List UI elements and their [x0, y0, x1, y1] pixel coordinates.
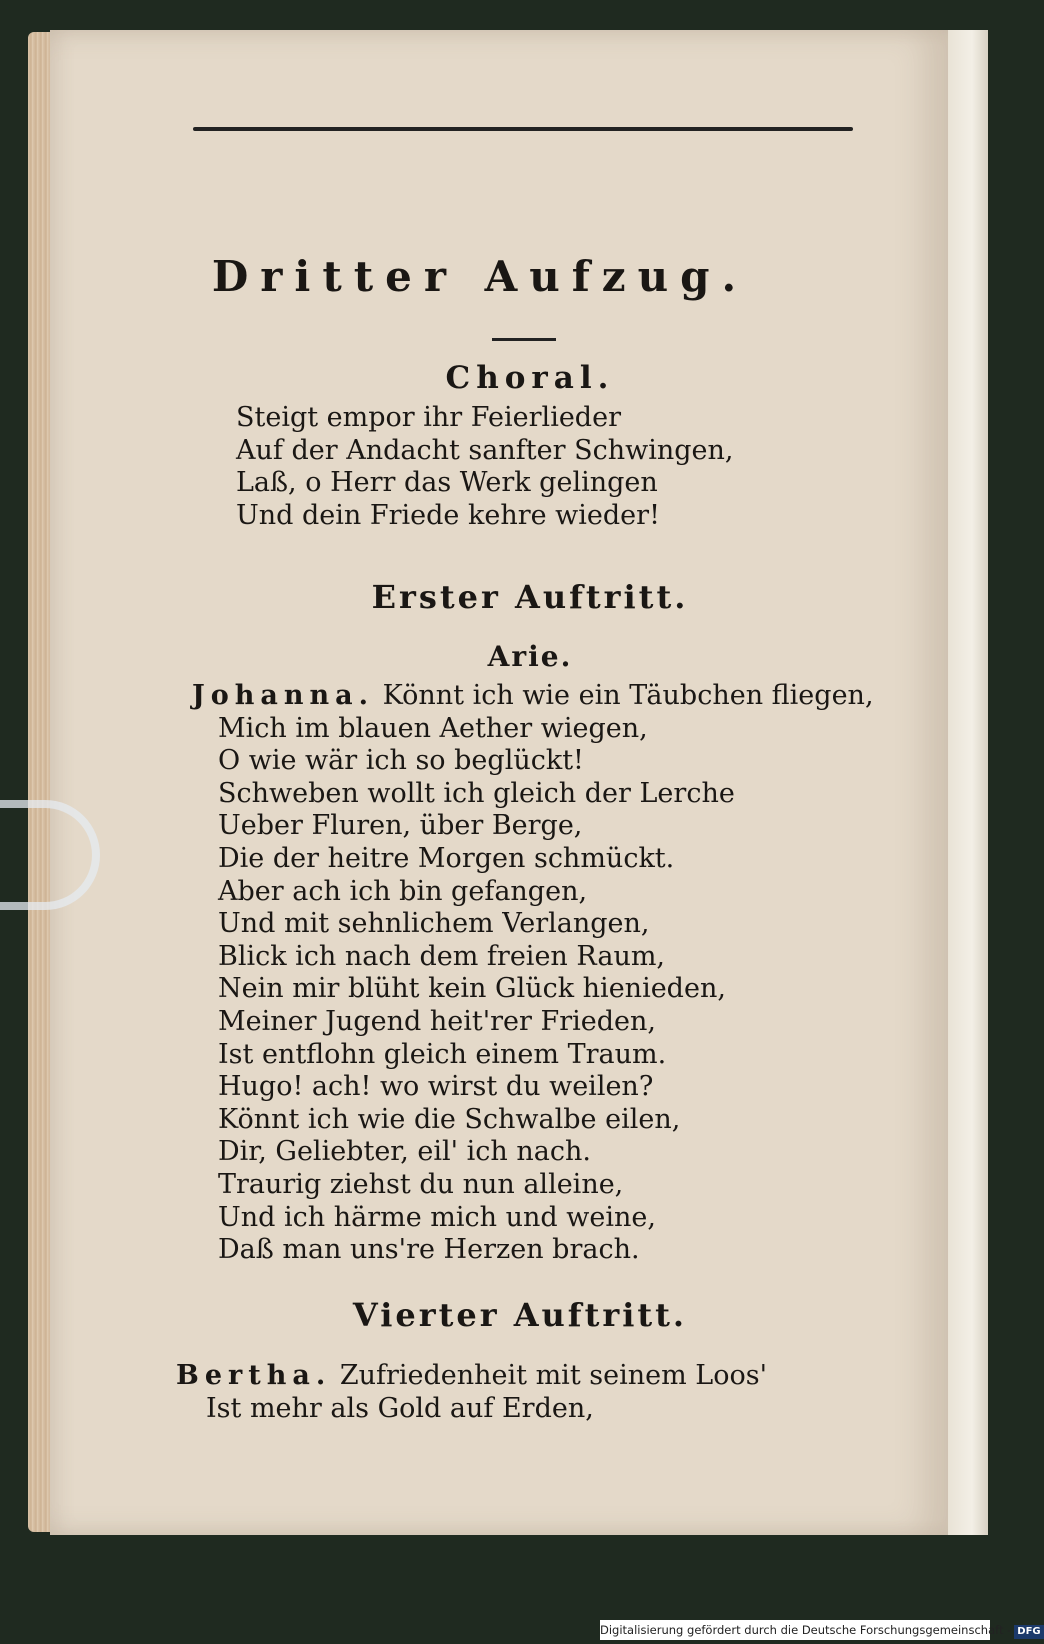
- top-rule: [193, 127, 853, 131]
- verse-line: Traurig ziehst du nun alleine,: [218, 1168, 624, 1200]
- verse-line: O wie wär ich so beglückt!: [218, 745, 584, 777]
- verse-line: Auf der Andacht sanfter Schwingen,: [236, 434, 734, 466]
- aria-heading: Arie.: [487, 640, 573, 673]
- verse-line: Könnt ich wie die Schwalbe eilen,: [218, 1103, 681, 1135]
- verse-line: Blick ich nach dem freien Raum,: [218, 940, 666, 972]
- verse-line: Dir, Geliebter, eil' ich nach.: [218, 1136, 591, 1168]
- dfg-logo-icon: DFG: [1014, 1625, 1043, 1639]
- verse-line: Und dein Friede kehre wieder!: [236, 499, 660, 531]
- verse-line: Mich im blauen Aether wiegen,: [218, 712, 648, 744]
- facing-page-edge: [948, 30, 988, 1535]
- digitization-credit: [600, 1620, 1041, 1640]
- verse-line: Laß, o Herr das Werk gelingen: [236, 467, 658, 499]
- verse-line: Meiner Jugend heit'rer Frieden,: [218, 1005, 656, 1037]
- johanna-aria-verse: [218, 713, 735, 1267]
- verse-line: Ist mehr als Gold auf Erden,: [206, 1393, 594, 1424]
- johanna-first-line: [192, 680, 874, 713]
- verse-line: Hugo! ach! wo wirst du weilen?: [218, 1071, 654, 1103]
- verse-line: Die der heitre Morgen schmückt.: [218, 842, 675, 874]
- verse-line: Daß man uns're Herzen brach.: [218, 1234, 640, 1266]
- verse-line: Nein mir blüht kein Glück hienieden,: [218, 973, 726, 1005]
- verse-line: Steigt empor ihr Feierlieder: [236, 402, 621, 433]
- verse-line: Aber ach ich bin gefangen,: [218, 875, 588, 907]
- title-divider: [492, 338, 556, 341]
- verse-line: Zufriedenheit mit seinem Loos': [339, 1360, 767, 1391]
- bertha-first-line: [176, 1360, 767, 1393]
- speaker-name: Johanna.: [192, 680, 375, 711]
- act-title: Dritter Aufzug.: [211, 252, 749, 301]
- choral-heading: Choral.: [445, 360, 615, 396]
- verse-line: Ist entflohn gleich einem Traum.: [218, 1038, 667, 1070]
- verse-line: Und ich härme mich und weine,: [218, 1201, 656, 1233]
- verse-line: Könnt ich wie ein Täubchen fliegen,: [382, 680, 874, 711]
- speaker-name: Bertha.: [176, 1360, 332, 1391]
- verse-line: Schweben wollt ich gleich der Lerche: [218, 777, 735, 809]
- credit-text: Digitalisierung gefördert durch die Deutsche Forschungsgemeinschaft -: [600, 1623, 1012, 1637]
- choral-verse: [236, 402, 733, 532]
- scene4-heading: Vierter Auftritt.: [352, 1296, 688, 1334]
- verse-line: Und mit sehnlichem Verlangen,: [218, 908, 650, 940]
- bertha-verse: [206, 1393, 594, 1426]
- verse-line: Ueber Fluren, über Berge,: [218, 810, 583, 842]
- scene1-heading: Erster Auftritt.: [371, 578, 689, 616]
